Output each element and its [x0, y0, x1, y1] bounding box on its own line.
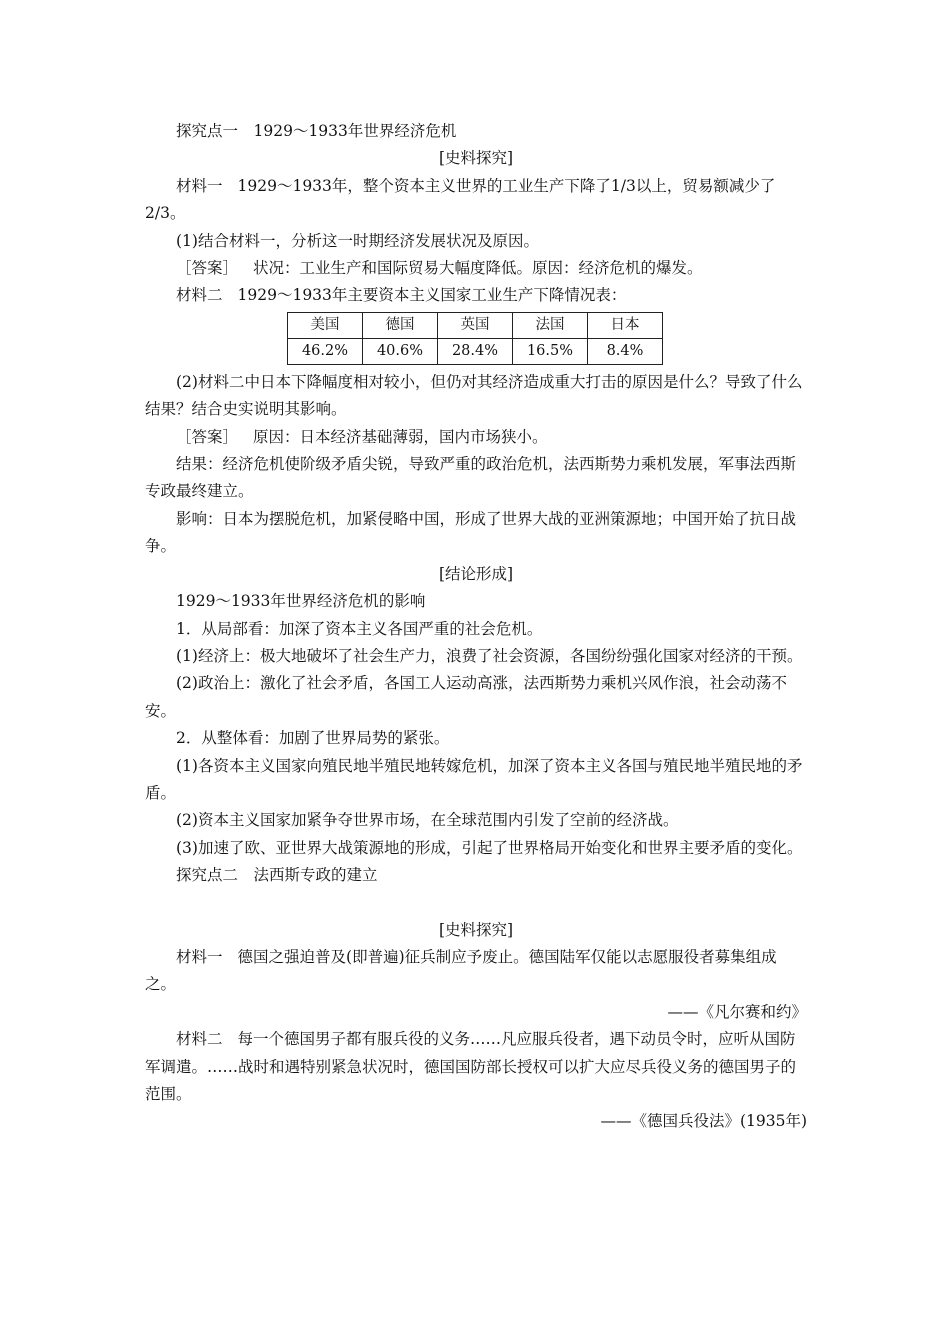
material-2-text: 1929～1933年主要资本主义国家工业生产下降情况表： — [237, 286, 627, 305]
section1-heading: 探究点一 1929～1933年世界经济危机 — [176, 122, 457, 140]
conclusion-point-2a: (1)各资本主义国家向殖民地半殖民地转嫁危机，加深了资本主义各国与殖民地半殖民地的矛盾。 — [145, 756, 803, 802]
conclusion-point-1: 1．从局部看：加深了资本主义各国严重的社会危机。 — [176, 619, 543, 638]
answer-1-text: 状况：工业生产和国际贸易大幅度降低。原因：经济危机的爆发。 — [253, 259, 703, 278]
shiliao-heading-1: [史料探究] — [438, 149, 514, 168]
question-2: (2)材料二中日本下降幅度相对较小，但仍对其经济造成重大打击的原因是什么？导致了什么结果？结合史实说明其影响。 — [145, 372, 803, 419]
answer-1-label: ［答案］ — [176, 259, 239, 278]
document-page — [145, 118, 807, 1136]
conclusion-point-2b: (2)资本主义国家加紧争夺世界市场，在全球范围内引发了空前的经济战。 — [176, 811, 679, 830]
conclusion-point-1b: (2)政治上：激化了社会矛盾，各国工人运动高涨，法西斯势力乘机兴风作浪，社会动荡不安。 — [145, 674, 787, 720]
section2-heading: 探究点二 法西斯专政的建立 — [176, 866, 378, 885]
s2-material-2-text: 每一个德国男子都有服兵役的义务……凡应服兵役者，遇下动员令时，应听从国防军调遣。……战时和遇特别紧急状况时，德国国防部长授权可以扩大应尽兵役义务的德国男子的范围。 — [145, 1030, 797, 1103]
jielun-heading: [结论形成] — [438, 564, 514, 583]
material-1-text: 1929～1933年，整个资本主义世界的工业生产下降了1/3以上，贸易额减少了2/3。 — [145, 176, 776, 223]
table-header-cell: 法国 — [513, 312, 588, 338]
answer-2-text: 原因：日本经济基础薄弱，国内市场狭小。 — [253, 427, 548, 446]
s2-material-1-text: 德国之强迫普及(即普遍)征兵制应予废止。德国陆军仅能以志愿服役者募集组成之。 — [145, 947, 777, 994]
spacer — [145, 890, 807, 917]
shiliao-heading-2: [史料探究] — [438, 920, 514, 939]
table-header-cell: 日本 — [588, 312, 663, 338]
material-2 — [145, 282, 807, 309]
table-row — [288, 338, 663, 364]
material-1 — [145, 173, 807, 228]
table-cell: 16.5% — [513, 338, 588, 364]
conclusion-title: 1929～1933年世界经济危机的影响 — [176, 592, 426, 611]
material-2-label: 材料二 — [176, 286, 223, 305]
table-cell: 8.4% — [588, 338, 663, 364]
material-1-label: 材料一 — [176, 176, 223, 195]
s2-material-1-source: ——《凡尔赛和约》 — [667, 1002, 807, 1021]
table-cell: 40.6% — [363, 338, 438, 364]
table-header-row — [288, 312, 663, 338]
table-cell: 46.2% — [288, 338, 363, 364]
table-cell: 28.4% — [438, 338, 513, 364]
s2-material-2-source: ——《德国兵役法》(1935年) — [600, 1112, 807, 1131]
table-header-cell: 美国 — [288, 312, 363, 338]
production-decline-table — [287, 312, 663, 365]
answer-2-result: 结果：经济危机使阶级矛盾尖锐，导致严重的政治危机，法西斯势力乘机发展，军事法西斯专政最终建立。 — [145, 455, 797, 501]
conclusion-point-1a: (1)经济上：极大地破坏了社会生产力，浪费了社会资源，各国纷纷强化国家对经济的干预。 — [176, 646, 803, 665]
conclusion-point-2c: (3)加速了欧、亚世界大战策源地的形成，引起了世界格局开始变化和世界主要矛盾的变化。 — [176, 838, 803, 857]
answer-2-impact: 影响：日本为摆脱危机，加紧侵略中国，形成了世界大战的亚洲策源地；中国开始了抗日战争。 — [145, 509, 797, 556]
answer-2 — [145, 424, 807, 451]
answer-1 — [145, 255, 807, 282]
answer-2-label: ［答案］ — [176, 427, 239, 446]
s2-material-2-label: 材料二 — [176, 1030, 223, 1049]
table-header-cell: 德国 — [363, 312, 438, 338]
conclusion-point-2: 2．从整体看：加剧了世界局势的紧张。 — [176, 729, 450, 748]
table-header-cell: 英国 — [438, 312, 513, 338]
s2-material-1-label: 材料一 — [176, 947, 223, 966]
s2-material-1 — [145, 944, 807, 999]
question-1: (1)结合材料一，分析这一时期经济发展状况及原因。 — [176, 231, 539, 250]
s2-material-2 — [145, 1026, 807, 1108]
